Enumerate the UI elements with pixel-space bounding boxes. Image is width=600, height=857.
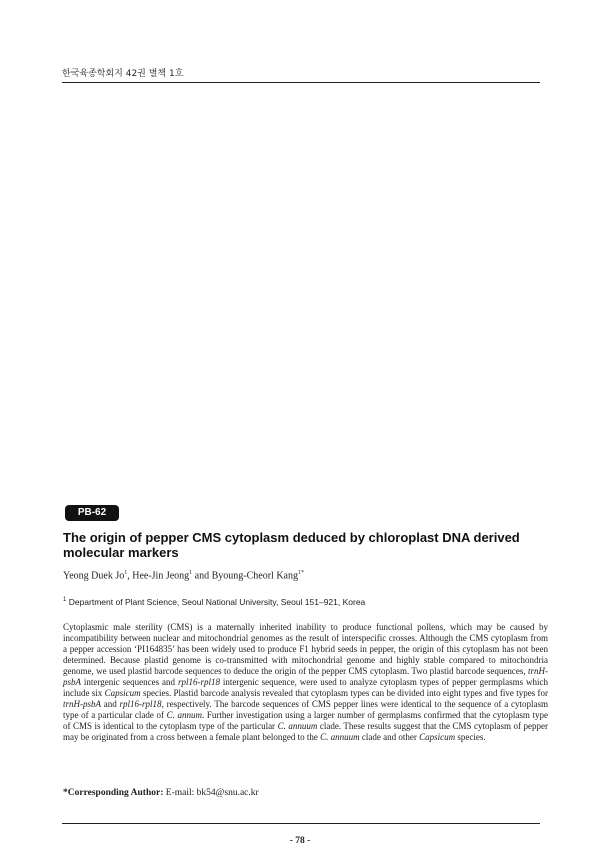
author-affiliation-mark: 1 <box>124 570 128 576</box>
paper-title: The origin of pepper CMS cytoplasm deduced by chloroplast DNA derived molecular markers <box>63 530 520 560</box>
abstract-text: and <box>101 699 120 709</box>
abstract-text: . Further investigation using a larger number of germplasms confirmed that the cytoplasm type of CMS is identical to the cytoplasm type of the particular <box>63 710 548 731</box>
author-separator: and <box>192 570 212 582</box>
header-rule <box>62 82 540 83</box>
abstract-text: , respectively. The barcode sequences of CMS pepper lines were identical to the sequence of a cytoplasm type of a particular clade of <box>63 699 548 720</box>
author-affiliation-mark: 1 <box>189 570 193 576</box>
poster-id-badge: PB-62 <box>65 505 119 521</box>
corresponding-author-label: *Corresponding Author: <box>63 788 164 798</box>
author-affiliation-mark: 1* <box>298 570 304 576</box>
author-name: Yeong Duek Jo <box>63 570 125 582</box>
abstract-text: clade. These results suggest that the CMS cytoplasm of pepper may be originated from a cross between a female plant belonged to the <box>63 721 548 742</box>
author-name: Byoung-Cheorl Kang <box>211 570 298 582</box>
corresponding-author-email: E-mail: bk54@snu.ac.kr <box>163 788 259 798</box>
page-number: - 78 - <box>289 836 311 846</box>
running-header: 한국육종학회지 42권 별책 1호 <box>62 69 184 79</box>
gene-name: trnH-psbA <box>63 666 548 687</box>
abstract-text: clade and other <box>359 732 420 742</box>
species-name: C. annum <box>166 710 203 720</box>
abstract-text: Cytoplasmic male sterility (CMS) is a maternally inherited inability to produce functional pollens, which may be caused by incompatibility between nuclear and mitochondrial genomes as the result of interspecific crosses. Although the CMS cytoplasm from a pepper accession ‘PI164835’ has been widely used to produce F1 hybrid seeds in pepper, the origin of this cytoplasm has not been determined. Because plastid genome is co-transmitted with mitochondrial genome and highly stable compared to mitochondria genome, we used plastid barcode sequences to deduce the origin of the pepper CMS cytoplasm. Two plastid barcode sequences, <box>63 622 548 676</box>
abstract-paragraph <box>63 622 548 743</box>
abstract-text: species. <box>455 732 486 742</box>
gene-name: trnH-psbA <box>63 699 101 709</box>
author-list <box>63 570 543 581</box>
gene-name: rpl16-rpl18 <box>177 677 220 687</box>
affiliation-mark: 1 <box>63 597 67 604</box>
corresponding-author <box>63 788 543 798</box>
author-name: Hee-Jin Jeong <box>132 570 190 582</box>
abstract-text: species. Plastid barcode analysis revealed that cytoplasm types can be divided into eight types and five types for <box>140 688 548 698</box>
species-name: Capsicum <box>419 732 456 742</box>
species-name: C. annuum <box>320 732 360 742</box>
affiliation <box>63 597 543 607</box>
abstract <box>63 622 548 743</box>
species-name: C. annuum <box>277 721 318 731</box>
affiliation-text: Department of Plant Science, Seoul National University, Seoul 151–921, Korea <box>68 597 366 607</box>
footer-rule <box>62 823 540 824</box>
abstract-text: intergenic sequence, were used to analyze cytoplasm types of pepper germplasms which include six <box>63 677 548 698</box>
abstract-text: intergenic sequences and <box>81 677 178 687</box>
gene-name: rpl16-rpl18 <box>119 699 162 709</box>
species-name: Capsicum <box>104 688 141 698</box>
author-separator: , <box>127 570 133 582</box>
